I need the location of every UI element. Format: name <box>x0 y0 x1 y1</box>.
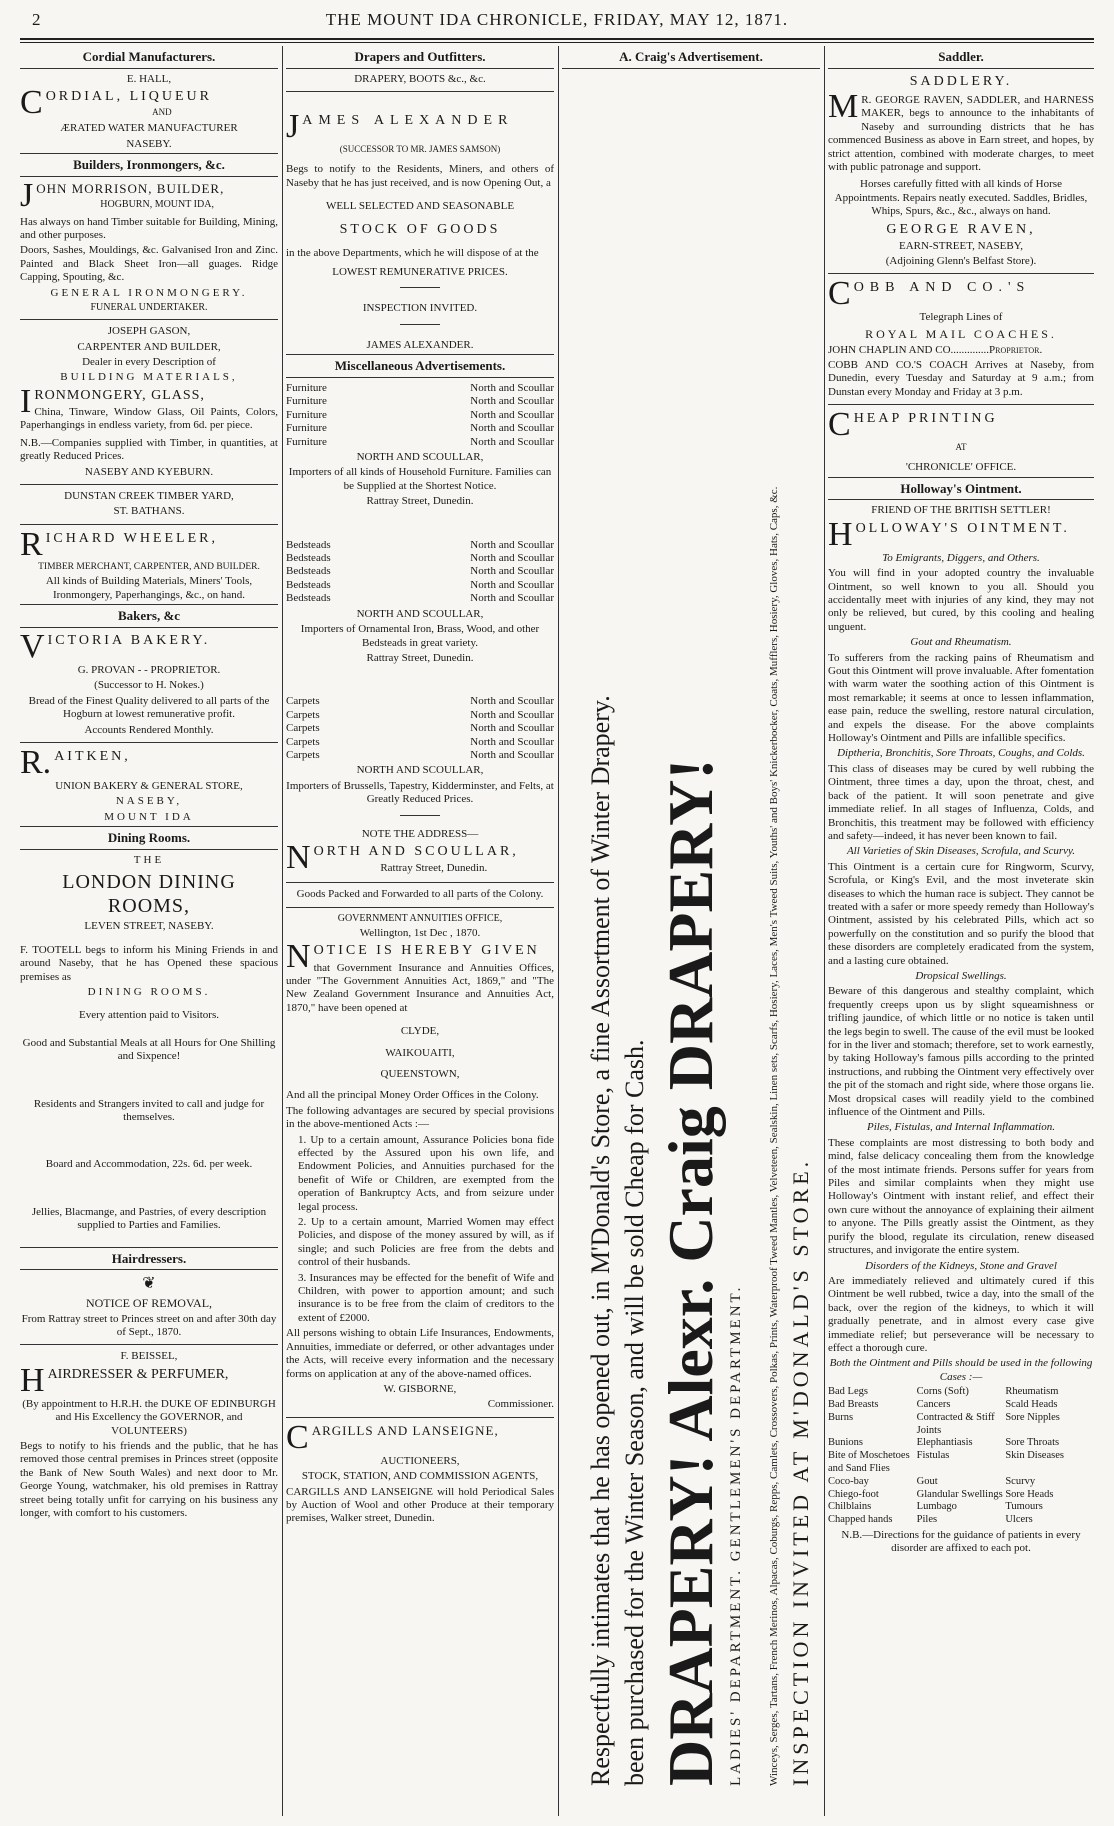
case-item: Sore Nipples <box>1005 1411 1060 1423</box>
advert-text: CARPENTER AND BUILDER, <box>77 340 221 353</box>
drop-cap: M <box>828 91 859 125</box>
advert-text: NOTE THE ADDRESS— <box>361 827 479 840</box>
advert-text: Are immediately relieved and ultimately cured if this Ointment be well rubbed, twice a day, into the small of the back, over the region of the kidneys, to which it will gradually penetrate, and in almost every case give immediate relief; but perseverance will be necessary to effect a thorough cure. <box>828 1274 1094 1354</box>
wheeler-advert <box>20 530 278 560</box>
case-item: Lumbago <box>916 1501 957 1513</box>
advert-headline: OLLOWAY'S OINTMENT. <box>855 520 1070 536</box>
case-item: Skin Diseases <box>1005 1450 1064 1462</box>
advert-text: (Successor to H. Nokes.) <box>94 679 204 692</box>
advert-headline: ICTORIA BAKERY. <box>47 633 211 648</box>
advert-text: JOHN CHAPLIN AND CO..............Proprietor. <box>828 343 1043 356</box>
drop-cap: C <box>20 88 43 121</box>
drop-cap: N <box>286 942 311 976</box>
advert-place: CLYDE, <box>400 1025 440 1038</box>
section-heading: Miscellaneous Advertisements. <box>286 354 554 378</box>
advert-text: N.B.—Directions for the guidance of patients in every disorder are affixed to each pot. <box>841 1528 1081 1555</box>
advert-headline: STOCK OF GOODS <box>339 222 501 238</box>
store-footer: INSPECTION INVITED AT M'DONALD'S STORE. <box>788 1157 813 1786</box>
case-item: Piles <box>916 1514 938 1526</box>
advert-text: UNION BAKERY & GENERAL STORE, <box>55 780 243 793</box>
advert-headline: AIRDRESSER & PERFUMER, <box>47 1366 229 1382</box>
section-heading: Drapers and Outfitters. <box>286 46 554 69</box>
advert-place: EARN-STREET, NASEBY, <box>899 239 1023 252</box>
advert-place: HOGBURN, MOUNT IDA, <box>100 199 214 211</box>
case-item: Gout <box>916 1475 938 1487</box>
case-item: Chapped hands <box>828 1514 893 1526</box>
advert-place: Rattray Street, Dunedin. <box>366 495 474 508</box>
advert-name: F. BEISSEL, <box>120 1350 178 1363</box>
advert-text: Goods Packed and Forwarded to all parts of the Colony. <box>296 888 544 901</box>
drop-cap: R. <box>20 748 52 779</box>
notice-advert <box>286 942 554 1017</box>
drop-cap: V <box>20 632 45 662</box>
advert-headline: ARGILLS AND LANSEIGNE, <box>311 1422 499 1438</box>
advert-place: NASEBY, <box>115 795 183 808</box>
case-item: Fistulas <box>916 1450 950 1462</box>
advert-text: Bread of the Finest Quality delivered to all parts of the Hogburn at lowest remunerative profit. <box>28 694 270 721</box>
advert-headline: RONMONGERY, GLASS, <box>34 387 205 403</box>
advert-text: (Adjoining Glenn's Belfast Store). <box>885 255 1037 268</box>
advert-text: This Ointment is a certain cure for Ringworm, Scurvy, Scrofula, or King's Evil, and the most inveterate skin diseases to which the human race is subject. They cannot be treated with a safer or more speedy remedy than Holloway's Ointment, assisted by his celebrated Pills, which act so powerfully on the constitution and so purify the blood that these disorders are completely eradicated from the system, and a lasting cure obtained. <box>828 860 1094 967</box>
page-number: 2 <box>32 10 42 29</box>
masthead <box>0 8 1114 34</box>
advert-text: DINING ROOMS. <box>87 985 211 998</box>
advert-headline: ICHARD WHEELER, <box>45 530 218 546</box>
drop-cap: R <box>20 529 43 560</box>
column-rule <box>558 46 559 1816</box>
advert-subhead: Both the Ointment and Pills should be used in the following Cases :— <box>829 1357 1093 1383</box>
case-item: Bad Breasts <box>828 1398 879 1410</box>
advert-text: THE <box>133 854 165 867</box>
advert-signature: W. GISBORNE, <box>383 1382 457 1395</box>
advert-name: NORTH AND SCOULLAR, <box>356 607 484 620</box>
section-heading: Dining Rooms. <box>20 826 278 850</box>
advert-text: (SUCCESSOR TO MR. JAMES SAMSON) <box>339 144 501 155</box>
advert-text: Importers of Brussells, Tapestry, Kidderminster, and Felts, at Greatly Reduced Prices. <box>286 779 554 806</box>
cordial-advert <box>20 88 278 120</box>
advert-place: WAIKOUAITI, <box>385 1046 455 1059</box>
advert-text: ÆRATED WATER MANUFACTURER <box>60 122 238 135</box>
advert-text: AT <box>955 442 967 453</box>
advert-subhead: Dropsical Swellings. <box>915 969 1007 982</box>
advert-subhead: To Emigrants, Diggers, and Others. <box>882 551 1040 564</box>
advert-text: (By appointment to H.R.H. the DUKE OF EDINBURGH and His Excellency the GOVERNOR, and VOLUNTEERS) <box>22 1397 276 1437</box>
drop-cap: J <box>286 112 300 143</box>
case-item: Ulcers <box>1005 1514 1033 1526</box>
advert-text: INSPECTION INVITED. <box>362 302 478 315</box>
advert-headline: OBB AND CO.'S <box>853 280 1031 296</box>
advert-text: AUCTIONEERS, <box>380 1454 460 1467</box>
advert-headline: AITKEN, <box>54 749 131 765</box>
advert-subhead: Disorders of the Kidneys, Stone and Gravel <box>865 1259 1057 1272</box>
case-item: Cancers <box>916 1398 951 1410</box>
advert-text: 3. Insurances may be effected for the benefit of Wife and Children, with power to apportion amount; and such insurance is to be free from the claim of creditors to the extent of £2000. <box>298 1271 554 1324</box>
advert-text: 1. Up to a certain amount, Assurance Policies bona fide effected by the Assured upon his own life, and Endowment Policies, and Annuities purchased for the benefit of Wife or Children, are exempted from the operation of Bankruptcy Acts, and from seizure under legal process. <box>298 1133 554 1213</box>
advert-text: 2. Up to a certain amount, Married Women may effect Policies, and dispose of the money assured by will, as if single; and such Policies are free from the debts and control of their husbands. <box>298 1216 554 1269</box>
advert-text: FRIEND OF THE BRITISH SETTLER! <box>871 504 1051 517</box>
case-item: Sore Throats <box>1005 1437 1060 1449</box>
column-1 <box>20 46 278 1816</box>
advert-signature: GEORGE RAVEN, <box>886 221 1036 237</box>
advert-text: Horses carefully fitted with all kinds of Horse Appointments. Repairs neatly executed. Saddles, Bridles, Whips, Spurs, &c., &c., always on hand. <box>834 178 1088 218</box>
advert-text: in the above Departments, which he will dispose of at the <box>286 246 539 259</box>
advert-text: Beware of this dangerous and stealthy complaint, which frequently creeps upon us by slight squeamishness or trifling jaundice, of which little or no notice is taken until the legs begin to swell. The cause of the evil must be looked for in the liver and stomach; therefore, set to work earnestly, by taking Holloway's famous pills according to the printed instructions, and rubbing the Ointment very effectively over the pit of the stomach and right side, where those organs lie. Most dropsical cases will readily yield to the combined influence of the Ointment and Pills. <box>828 985 1094 1119</box>
section-heading: Hairdressers. <box>20 1247 278 1271</box>
case-item: Corns (Soft) <box>916 1386 969 1398</box>
victoria-bakery-advert <box>20 632 278 662</box>
advert-text: All persons wishing to obtain Life Insurances, Endowments, Annuities, immediate or deferred, or other advantages under the Acts, will receive every information and the necessary forms on application at any of the above-named offices. <box>286 1327 554 1380</box>
column-2 <box>286 46 554 1816</box>
case-item: Scurvy <box>1005 1475 1036 1487</box>
advert-place: NASEBY. <box>126 137 172 150</box>
advert-subhead: Gout and Rheumatism. <box>910 636 1012 649</box>
advert-text: F. TOOTELL begs to inform his Mining Friends in and around Naseby, that he has Opened these spacious premises as <box>20 943 278 983</box>
advert-text: Respectfully intimates that he has opened out, in M'Donald's Store, a fine Assortment of Winter Drapery. <box>586 695 615 1786</box>
advert-text: that Government Insurance and Annuities Offices, under "The Government Annuities Act, 1869," and "The New Zealand Government Insurance and Annuities Act, 1870," have been opened at <box>286 961 554 1014</box>
case-item: Elephantiasis <box>916 1437 973 1449</box>
drop-cap: I <box>20 386 32 420</box>
newspaper-title: THE MOUNT IDA CHRONICLE, FRIDAY, MAY 12, 1871. <box>325 10 789 29</box>
drop-cap: H <box>20 1365 45 1396</box>
advert-name: E. HALL, <box>126 72 172 85</box>
advert-signature: JAMES ALEXANDER. <box>366 338 474 351</box>
advert-text: Has always on hand Timber suitable for Building, Mining, and other purposes. <box>20 215 278 241</box>
case-item: Bad Legs <box>828 1386 868 1398</box>
advert-place: QUEENSTOWN, <box>380 1067 460 1080</box>
section-heading: Saddler. <box>828 46 1094 69</box>
drop-cap: C <box>828 410 851 441</box>
advert-text: Begs to notify to his friends and the public, that he has removed those central premises in Princes street (opposite the Bank of New South Wales) and next door to Mr. George Young, watchmaker, his old premises in Rattray street being totally unfit for carrying on his business any longer, with comfort to his customers. <box>20 1440 278 1520</box>
advert-text: COBB AND CO.'S COACH Arrives at Naseby, from Dunedin, every Tuesday and Saturday at 9 a.m.; from Dunstan every Monday and Friday at 3 p.m. <box>828 358 1094 398</box>
advert-text: AND <box>152 107 172 118</box>
advert-text: These complaints are most distressing to both body and mind, false delicacy concealing them from the knowledge of the most intimate friends. Persons suffer for years from Piles and similar complaints when they might use Holloway's Ointment with instant relief, and effect their own cure without the annoyance of explaining their ailment to anyone. The Pills greatly assist the Ointment, as they purify the blood, regulate its circulation, renew diseased structures, and invigorate the entire system. <box>828 1136 1094 1257</box>
advert-text: G. PROVAN - - PROPRIETOR. <box>77 664 221 676</box>
advert-headline: NOTICE OF REMOVAL, <box>85 1295 213 1310</box>
case-item: Scald Heads <box>1005 1398 1058 1410</box>
advert-place: NASEBY AND KYEBURN. <box>84 465 214 478</box>
advert-text: Commissioner. <box>487 1398 554 1411</box>
drop-cap: H <box>828 519 853 550</box>
advert-text: This class of diseases may be cured by well rubbing the Ointment, three times a day, upon the throat, chest, and back of the patient. It will soon penetrate and give immediate relief. In all stages of Influenza, Colds, and Bronchitis, this treatment may be followed with efficiency and safety—indeed, it has never been known to fail. <box>828 762 1094 842</box>
advert-subhead: Diptheria, Bronchitis, Sore Throats, Coughs, and Colds. <box>837 747 1085 760</box>
case-item: Chilblains <box>828 1501 872 1513</box>
case-item: Chiego-foot <box>828 1488 879 1500</box>
advert-text: been purchased for the Winter Season, and will be sold Cheap for Cash. <box>620 1039 649 1786</box>
case-item: Sore Heads <box>1005 1488 1054 1500</box>
advert-text: R. GEORGE RAVEN, SADDLER, and HARNESS MAKER, begs to announce to the inhabitants of Naseby and surrounding districts that he has commenced Business as above in Earn street, and hopes, by strict attention, combined with moderate charges, to meet with public patronage and support. <box>828 93 1094 173</box>
advert-text: China, Tinware, Window Glass, Oil Paints, Colors, Paperhangings in endless variety, from 6d. per piece. <box>20 405 278 432</box>
column-rule <box>824 46 825 1816</box>
advert-text: CARGILLS AND LANSEIGNE will hold Periodical Sales by Auction of Wool and other Produce at their temporary premises, Walker street, Dunedin. <box>286 1485 554 1525</box>
advert-text: STOCK, STATION, AND COMMISSION AGENTS, <box>301 1470 539 1483</box>
advert-subhead: Piles, Fistulas, and Internal Inflammation. <box>867 1121 1055 1134</box>
section-heading: Builders, Ironmongers, &c. <box>20 153 278 177</box>
department-headings: LADIES' DEPARTMENT. GENTLEMEN'S DEPARTMENT. <box>728 1284 744 1786</box>
goods-list: Winceys, Serges, Tartans, French Merinos, Alpacas, Coburgs, Repps, Camlets, Crossovers, Polkas, Prints, Waterproof Tweed Mantles, Velveteen, Sealskin, Linen sets, Scarfs, Hosiery, Laces, Men's Tweed Suits, Youths' and Boys' Knickerbocker, Coats, Mufflers, Hosiery, Gloves, Hats, Caps, &c. <box>768 486 780 1786</box>
drop-cap: C <box>828 279 851 310</box>
advert-text: TIMBER MERCHANT, CARPENTER, AND BUILDER. <box>38 561 260 572</box>
case-item: Coco-bay <box>828 1475 869 1487</box>
case-item: Rheumatism <box>1005 1386 1059 1398</box>
case-item: Contracted & Stiff Joints <box>916 1411 995 1436</box>
craig-advertisement <box>562 46 820 1816</box>
advert-headline: HEAP PRINTING <box>853 411 998 427</box>
advert-headline: ORDIAL, LIQUEUR <box>45 89 213 105</box>
advert-text: The following advantages are secured by special provisions in the above-mentioned Acts :— <box>286 1104 554 1131</box>
case-item: Bite of Moschetoes and Sand Flies <box>828 1450 910 1474</box>
advert-headline: OTICE IS HEREBY GIVEN <box>313 943 540 959</box>
advert-text: GOVERNMENT ANNUITIES OFFICE, <box>337 912 503 924</box>
advert-headline: DRAPERY! Alexr. Craig DRAPERY! <box>655 758 726 1786</box>
ns-address <box>286 843 554 877</box>
advert-text: Board and Accommodation, 22s. 6d. per week. <box>45 1158 253 1171</box>
advert-text: Importers of Ornamental Iron, Brass, Wood, and other Bedsteads in great variety. <box>300 623 540 649</box>
cases-list <box>828 1386 1094 1527</box>
masthead-rule-thin <box>20 42 1094 43</box>
hairdresser-advert <box>20 1366 278 1396</box>
cargills-advert <box>286 1423 554 1453</box>
drop-cap: N <box>286 842 311 876</box>
advert-name: DUNSTAN CREEK TIMBER YARD, <box>64 489 234 502</box>
advert-text: N.B.—Companies supplied with Timber, in quantities, at greatly Reduced Prices. <box>20 436 278 463</box>
advert-headline: OHN MORRISON, BUILDER, <box>36 180 225 196</box>
case-item: Tumours <box>1005 1501 1043 1513</box>
advert-text: Every attention paid to Visitors. <box>79 1009 219 1022</box>
advert-headline: ORTH AND SCOULLAR, <box>313 843 519 859</box>
drop-cap: C <box>286 1422 309 1453</box>
advert-text: Begs to notify to the Residents, Miners, and others of Naseby that he has just received, and is now Opening Out, a <box>286 163 554 189</box>
advert-text: WELL SELECTED AND SEASONABLE <box>325 200 515 213</box>
section-heading: Cordial Manufacturers. <box>20 46 278 69</box>
advert-place: LEVEN STREET, NASEBY. <box>84 920 214 933</box>
advert-text: To sufferers from the racking pains of Rheumatism and Gout this Ointment will prove invaluable. After fomentation with warm water the soothing action of this Ointment is most remarkable; it seems at once to lessen inflammation, ease pain, reduce the swelling, restore natural circulation, and expels the disease. For the above complaints Holloway's Ointment and Pills are infallible specifics. <box>828 651 1094 745</box>
holloway-advert <box>828 520 1094 550</box>
advert-text: 'CHRONICLE' OFFICE. <box>905 461 1017 474</box>
advert-name: NORTH AND SCOULLAR, <box>356 764 484 777</box>
drop-cap: J <box>20 180 34 214</box>
case-item: Bunions <box>828 1437 864 1449</box>
section-heading: A. Craig's Advertisement. <box>562 46 820 69</box>
advert-text: Residents and Strangers invited to call and judge for themselves. <box>33 1097 265 1123</box>
advert-text: GENERAL IRONMONGERY. <box>50 286 248 299</box>
advert-place: Rattray Street, Dunedin. <box>366 651 474 664</box>
advert-text: Accounts Rendered Monthly. <box>84 723 214 736</box>
advert-place: ST. BATHANS. <box>113 505 185 518</box>
advert-text: Wellington, 1st Dec , 1870. <box>359 927 481 940</box>
advert-text: You will find in your adopted country the invaluable Ointment, so well known to you all. Should you accidentally meet with injuries of any kind, they may not only be relieved, but cured, by this cooling and healing unguent. <box>828 567 1094 633</box>
advert-text: All kinds of Building Materials, Miners' Tools, Ironmongery, Paperhangings, &c., on hand. <box>45 575 253 601</box>
advert-name: NORTH AND SCOULLAR, <box>356 451 484 464</box>
morrison-advert <box>20 181 278 214</box>
advert-headline: SADDLERY. <box>909 73 1013 89</box>
cheap-printing-advert <box>828 410 1094 440</box>
advert-text: FUNERAL UNDERTAKER. <box>90 302 208 314</box>
column-4 <box>828 46 1094 1816</box>
column-rule <box>282 46 283 1816</box>
advert-headline: AMES ALEXANDER <box>302 113 514 129</box>
section-heading: Holloway's Ointment. <box>828 477 1094 501</box>
advert-text: Good and Substantial Meals at all Hours for One Shilling and Sixpence! <box>22 1036 276 1063</box>
advert-place: Rattray Street, Dunedin. <box>380 862 488 875</box>
advert-text: Telegraph Lines of <box>919 311 1003 324</box>
advert-place: MOUNT IDA <box>104 810 194 823</box>
section-heading: Bakers, &c <box>20 604 278 628</box>
advert-text: From Rattray street to Princes street on and after 30th day of Sept., 1870. <box>21 1312 277 1338</box>
advert-headline: LONDON DINING ROOMS, <box>62 870 236 917</box>
carpets-list: Carpets North and Scoullar Carpets North and Scoullar Carpets North and Scoullar Carpets North and Scoullar Carpets North and Scoullar <box>286 695 554 761</box>
cobb-advert <box>828 279 1094 309</box>
raven-advert <box>828 92 1094 176</box>
advert-text: Importers of all kinds of Household Furniture. Families can be Supplied at the Shortest Notice. <box>288 466 552 492</box>
advert-name: JOSEPH GASON, <box>107 325 191 338</box>
advert-text: Jellies, Blacmange, and Pastries, of every description supplied to Parties and Families. <box>31 1205 267 1232</box>
masthead-rule <box>20 38 1094 40</box>
advert-text: DRAPERY, BOOTS &c., &c. <box>354 72 486 85</box>
advert-text: LOWEST REMUNERATIVE PRICES. <box>332 265 508 278</box>
ironmongery-advert <box>20 387 278 435</box>
advert-text: Doors, Sashes, Mouldings, &c. Galvanised Iron and Zinc. Painted and Black Sheet Iron—all guages. Ridge Capping, Spouting, &c. <box>20 244 278 284</box>
advert-text: Dealer in every Description of <box>82 356 216 369</box>
alexander-advert <box>286 112 554 142</box>
advert-subhead: All Varieties of Skin Diseases, Scrofula, and Scurvy. <box>846 845 1076 858</box>
bedsteads-list: Bedsteads North and Scoullar Bedsteads North and Scoullar Bedsteads North and Scoullar Bedsteads North and Scoullar Bedsteads North and Scoullar <box>286 538 554 605</box>
furniture-list: Furniture North and Scoullar Furniture North and Scoullar Furniture North and Scoullar Furniture North and Scoullar Furniture North and Scoullar <box>286 382 554 448</box>
case-item: Glandular Swellings <box>916 1488 1003 1500</box>
aitken-advert <box>20 748 278 778</box>
case-item: Burns <box>828 1411 854 1423</box>
advert-text: And all the principal Money Order Offices in the Colony. <box>286 1089 539 1102</box>
royal-crest-icon: ❦ <box>142 1275 156 1293</box>
advert-text: BUILDING MATERIALS, <box>60 371 238 384</box>
advert-headline: ROYAL MAIL COACHES. <box>865 326 1057 341</box>
